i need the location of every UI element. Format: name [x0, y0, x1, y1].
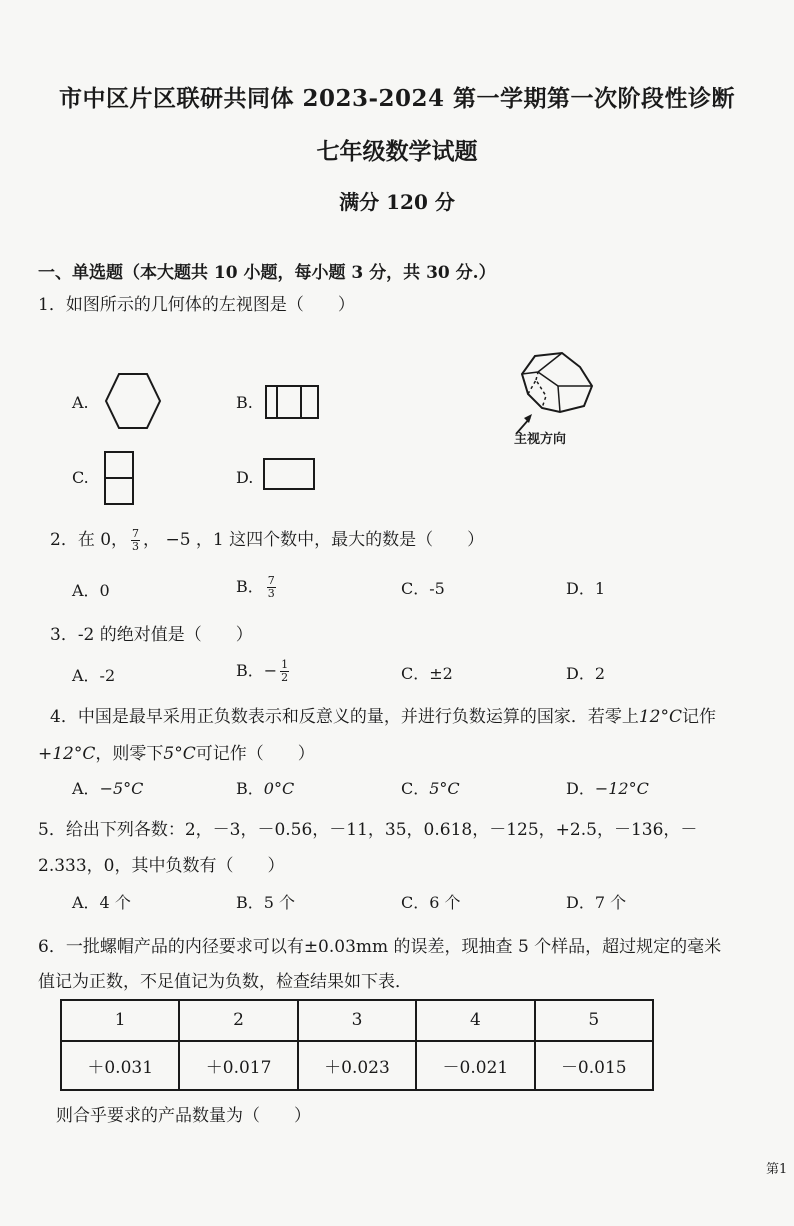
q2-option-b-fraction	[267, 575, 276, 600]
q2-option-b	[236, 574, 279, 600]
q4-line-2-temperature: 5°C	[163, 744, 196, 764]
q4-option-a-label: A．	[72, 779, 100, 798]
table-value-cell: ＋0.017	[179, 1041, 297, 1090]
q1-option-c-stacked-figure	[104, 451, 134, 505]
q4-option-c-value: 5°C	[429, 779, 460, 798]
table-header-row	[61, 1000, 653, 1041]
q5-line-1: 5．给出下列各数：2，－3，－0.56，－11，35，0.618，－125，+2.5，－136，－	[38, 820, 698, 840]
q4-line-1-text: 4．中国是最早采用正负数表示和反意义的量，并进行负数运算的国家．若零上	[50, 707, 639, 727]
q1-text: 1．如图所示的几何体的左视图是（ ）	[38, 295, 355, 315]
table-header-cell: 3	[298, 1000, 416, 1041]
q3-text: 3．-2 的绝对值是（ ）	[50, 625, 253, 645]
exam-total-score: 满分 120 分	[339, 190, 455, 214]
q2-text-pre: 2．在 0，	[50, 530, 129, 550]
q3-option-d: D．2	[566, 664, 606, 683]
table-row	[61, 1041, 653, 1090]
q2-option-b-denominator: 3	[267, 587, 275, 600]
table-value-cell: －0.021	[416, 1041, 534, 1090]
q6-question: 则合乎要求的产品数量为（ ）	[56, 1106, 311, 1126]
q4-option-b-label: B．	[236, 779, 264, 798]
table-value-cell: ＋0.023	[298, 1041, 416, 1090]
q3-option-b-denominator: 2	[281, 671, 289, 684]
q2-fraction-denominator: 3	[132, 540, 140, 553]
table-value-cell: －0.015	[535, 1041, 653, 1090]
q4-line-1	[50, 702, 716, 727]
q2-fraction-numerator: 7	[132, 527, 140, 540]
q5-option-c: C．6 个	[401, 893, 461, 912]
q4-option-d-label: D．	[566, 779, 595, 798]
q1-option-b-three-column-figure	[265, 385, 319, 419]
q4-option-b-value: 0°C	[263, 779, 295, 798]
table-header-cell: 2	[179, 1000, 297, 1041]
q2-option-b-label: B．	[236, 577, 264, 596]
table-value-cell: ＋0.031	[61, 1041, 179, 1090]
q1-option-a-label: A.	[72, 393, 89, 412]
q4-option-c	[401, 776, 460, 799]
q1-option-a-hexagon-figure	[104, 372, 162, 430]
q3-option-a: A．-2	[72, 666, 116, 685]
q4-option-c-label: C．	[401, 779, 430, 798]
q2-text-post: ， −5 ，1 这四个数中，最大的数是（ ）	[143, 530, 485, 550]
q2-text	[50, 525, 484, 553]
q4-line-1-temperature: 12°C	[638, 707, 682, 727]
q3-option-b-label: B．−	[236, 661, 278, 680]
q3-option-b-numerator: 1	[281, 658, 289, 671]
q4-line-2-mid: ，则零下	[95, 744, 164, 764]
q5-option-d: D．7 个	[566, 893, 627, 912]
q3-option-b-fraction	[280, 659, 289, 684]
q4-option-a-value: −5°C	[99, 779, 144, 798]
q5-line-2: 2.333，0，其中负数有（ ）	[38, 856, 285, 876]
q4-line-2-value: +12°C	[38, 744, 96, 764]
q1-option-d-label: D.	[236, 468, 254, 487]
q4-option-a	[72, 776, 143, 799]
q2-fraction	[131, 528, 140, 553]
table-header-cell: 5	[535, 1000, 653, 1041]
q1-option-d-rectangle-figure	[263, 458, 315, 490]
q5-option-a: A．4 个	[72, 893, 131, 912]
q3-option-c: C．±2	[401, 664, 453, 683]
q4-option-d-value: −12°C	[594, 779, 649, 798]
q5-option-b: B．5 个	[236, 893, 296, 912]
q6-measurement-table	[60, 999, 654, 1091]
q1-option-c-label: C.	[72, 468, 89, 487]
q6-line-2: 值记为正数，不足值记为负数，检查结果如下表．	[38, 972, 412, 992]
q2-option-c: C．-5	[401, 579, 445, 598]
q4-line-2-end: 可记作（ ）	[195, 744, 315, 764]
q6-line-1: 6．一批螺帽产品的内径要求可以有±0.03mm 的误差，现抽查 5 个样品，超过规定的毫米	[38, 937, 722, 957]
q2-option-d: D．1	[566, 579, 606, 598]
q4-option-b	[236, 776, 294, 799]
q2-option-b-numerator: 7	[267, 574, 275, 587]
q4-line-2	[38, 739, 315, 764]
q1-figure-direction-label: 主视方向	[514, 432, 567, 447]
exam-subject: 七年级数学试题	[316, 138, 478, 165]
page-number: 第1	[766, 1162, 788, 1177]
exam-title: 市中区片区联研共同体 2023-2024 第一学期第一次阶段性诊断	[58, 85, 736, 112]
q4-line-1-end: 记作	[681, 707, 716, 727]
table-header-cell: 4	[416, 1000, 534, 1041]
q4-option-d	[566, 776, 649, 799]
q1-option-b-label: B.	[236, 393, 253, 412]
table-header-cell: 1	[61, 1000, 179, 1041]
q3-option-b	[236, 658, 292, 684]
q2-option-a: A．0	[72, 581, 110, 600]
section-heading: 一、单选题（本大题共 10 小题，每小题 3 分，共 30 分.）	[38, 263, 496, 283]
